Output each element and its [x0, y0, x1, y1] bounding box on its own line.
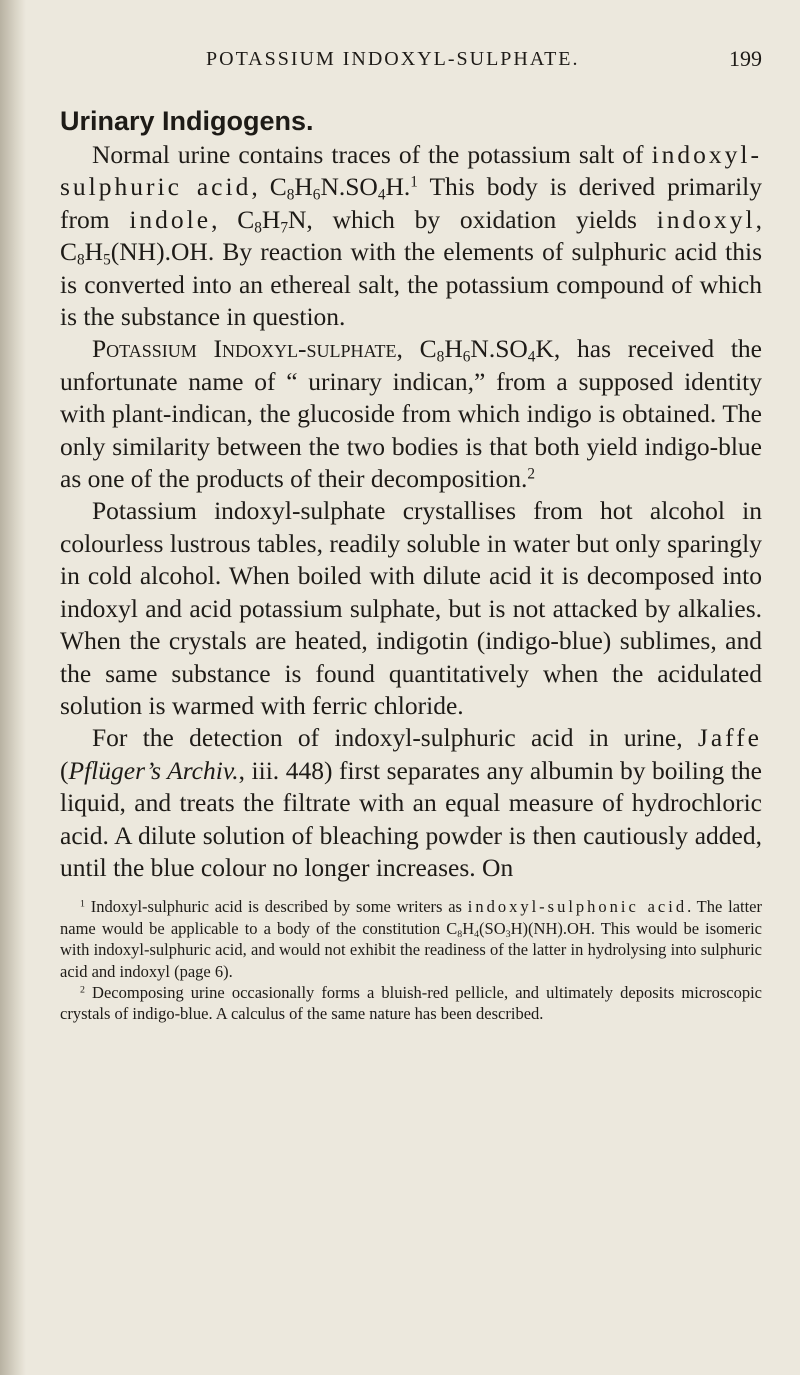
para4-journal-title: Pflüger’s Archiv.: [68, 755, 239, 785]
paragraph-2: [60, 333, 762, 495]
para2-text-2: , has received the unfortunate name of “ urinary indican,” from a supposed identity with plant-indican, the glucoside from which indigo is obtained. The only similarity between the two bodies is that both yield indigo-blue as one of the products of their decomposition.: [60, 334, 763, 494]
footnote-1: [60, 896, 762, 982]
para1-text-2: ,: [251, 172, 270, 202]
para1-text-4: ,: [211, 204, 238, 234]
footnote-1-formula: $C_8H_4(SO_3H)(NH).OH$: [446, 918, 591, 940]
para1-term-indoxyl-sulphuric-acid: indoxyl-sulphuric acid: [60, 140, 762, 202]
para1-text-1: Normal urine contains traces of the potassium salt of: [92, 140, 652, 169]
footnote-2: [60, 982, 762, 1025]
page-number: 199: [729, 46, 762, 71]
formula-indole: $C_8H_7N$: [237, 204, 307, 237]
para1-text-7: . By reaction with the elements of sulphuric acid this is converted into an ethereal salt, the potassium compound of which is the substance in question.: [60, 237, 762, 332]
paragraph-1: [60, 139, 762, 333]
footnote-ref-1: 1: [410, 174, 418, 191]
para2-text-1: ,: [396, 334, 420, 364]
running-title: POTASSIUM INDOXYL-SULPHATE.: [206, 48, 580, 70]
para4-text-3: , iii. 448) first separates any albumin by boiling the liquid, and treats the filtrate with an equal measure of hydrochloric acid. A dilute solution of bleaching powder is then cautiously added, until the blue colour no longer increases. On: [60, 755, 762, 882]
footnotes: [60, 896, 762, 1024]
para1-text-5: , which by oxidation yields: [306, 204, 657, 234]
running-head: [60, 40, 762, 80]
paragraph-3: Potassium indoxyl-sulphate crystallises from hot alcohol in colourless lustrous tables, readily soluble in water but only sparingly in cold alcohol. When boiled with dilute acid it is decomposed into indoxyl and acid potassium sulphate, but is not attacked by alkalies. When the crystals are heated, indigotin (indigo-blue) sublimes, and the same substance is found quantitatively when the acidulated solution is warmed with ferric chloride.: [60, 496, 762, 720]
footnote-1-mark: 1: [80, 898, 85, 910]
para1-term-indoxyl: indoxyl: [656, 204, 756, 234]
para4-text-1: For the detection of indoxyl-sulphuric acid in urine,: [92, 723, 698, 753]
para1-text-3: This body is derived primarily from: [60, 172, 762, 234]
para1-term-indole: indole: [129, 204, 212, 234]
para2-term-potassium-indoxyl-sulphate: Potassium Indoxyl-sulphate: [92, 334, 397, 364]
formula-indoxyl-sulphuric-acid: $C_8H_6N.SO_4H$.: [269, 172, 411, 204]
para4-text-2: (: [60, 755, 69, 785]
formula-potassium-indoxyl-sulphate: $C_8H_6N.SO_4K$: [419, 334, 554, 367]
footnote-1-text-3: . This would be isomeric with indoxyl-sulphuric acid, and would not exhibit the readiness of the latter in hydrolysing into sulphuric acid and indoxyl (page 6).: [60, 918, 762, 981]
footnote-1-text-2: . The latter name would be applicable to a body of the constitution: [60, 897, 762, 938]
page-edge-shadow: [0, 0, 26, 1375]
formula-indoxyl: $C_8H_5(NH).OH$: [60, 237, 208, 269]
footnote-2-text: Decomposing urine occasionally forms a bluish-red pellicle, and ultimately deposits microscopic crystals of indigo-blue. A calculus of the same nature has been described.: [60, 982, 762, 1024]
para1-text-6: ,: [755, 204, 762, 234]
footnote-1-term: indoxyl-sulphonic acid: [467, 897, 688, 917]
footnote-2-mark: 2: [80, 984, 85, 996]
para4-author-jaffe: Jaffe: [697, 723, 762, 753]
book-page: [60, 40, 762, 1025]
section-heading: Urinary Indigogens.: [60, 106, 314, 136]
paragraph-4: [60, 722, 762, 884]
footnote-1-text-1: Indoxyl-sulphuric acid is described by some writers as: [84, 897, 468, 917]
footnote-ref-2: 2: [527, 465, 536, 483]
